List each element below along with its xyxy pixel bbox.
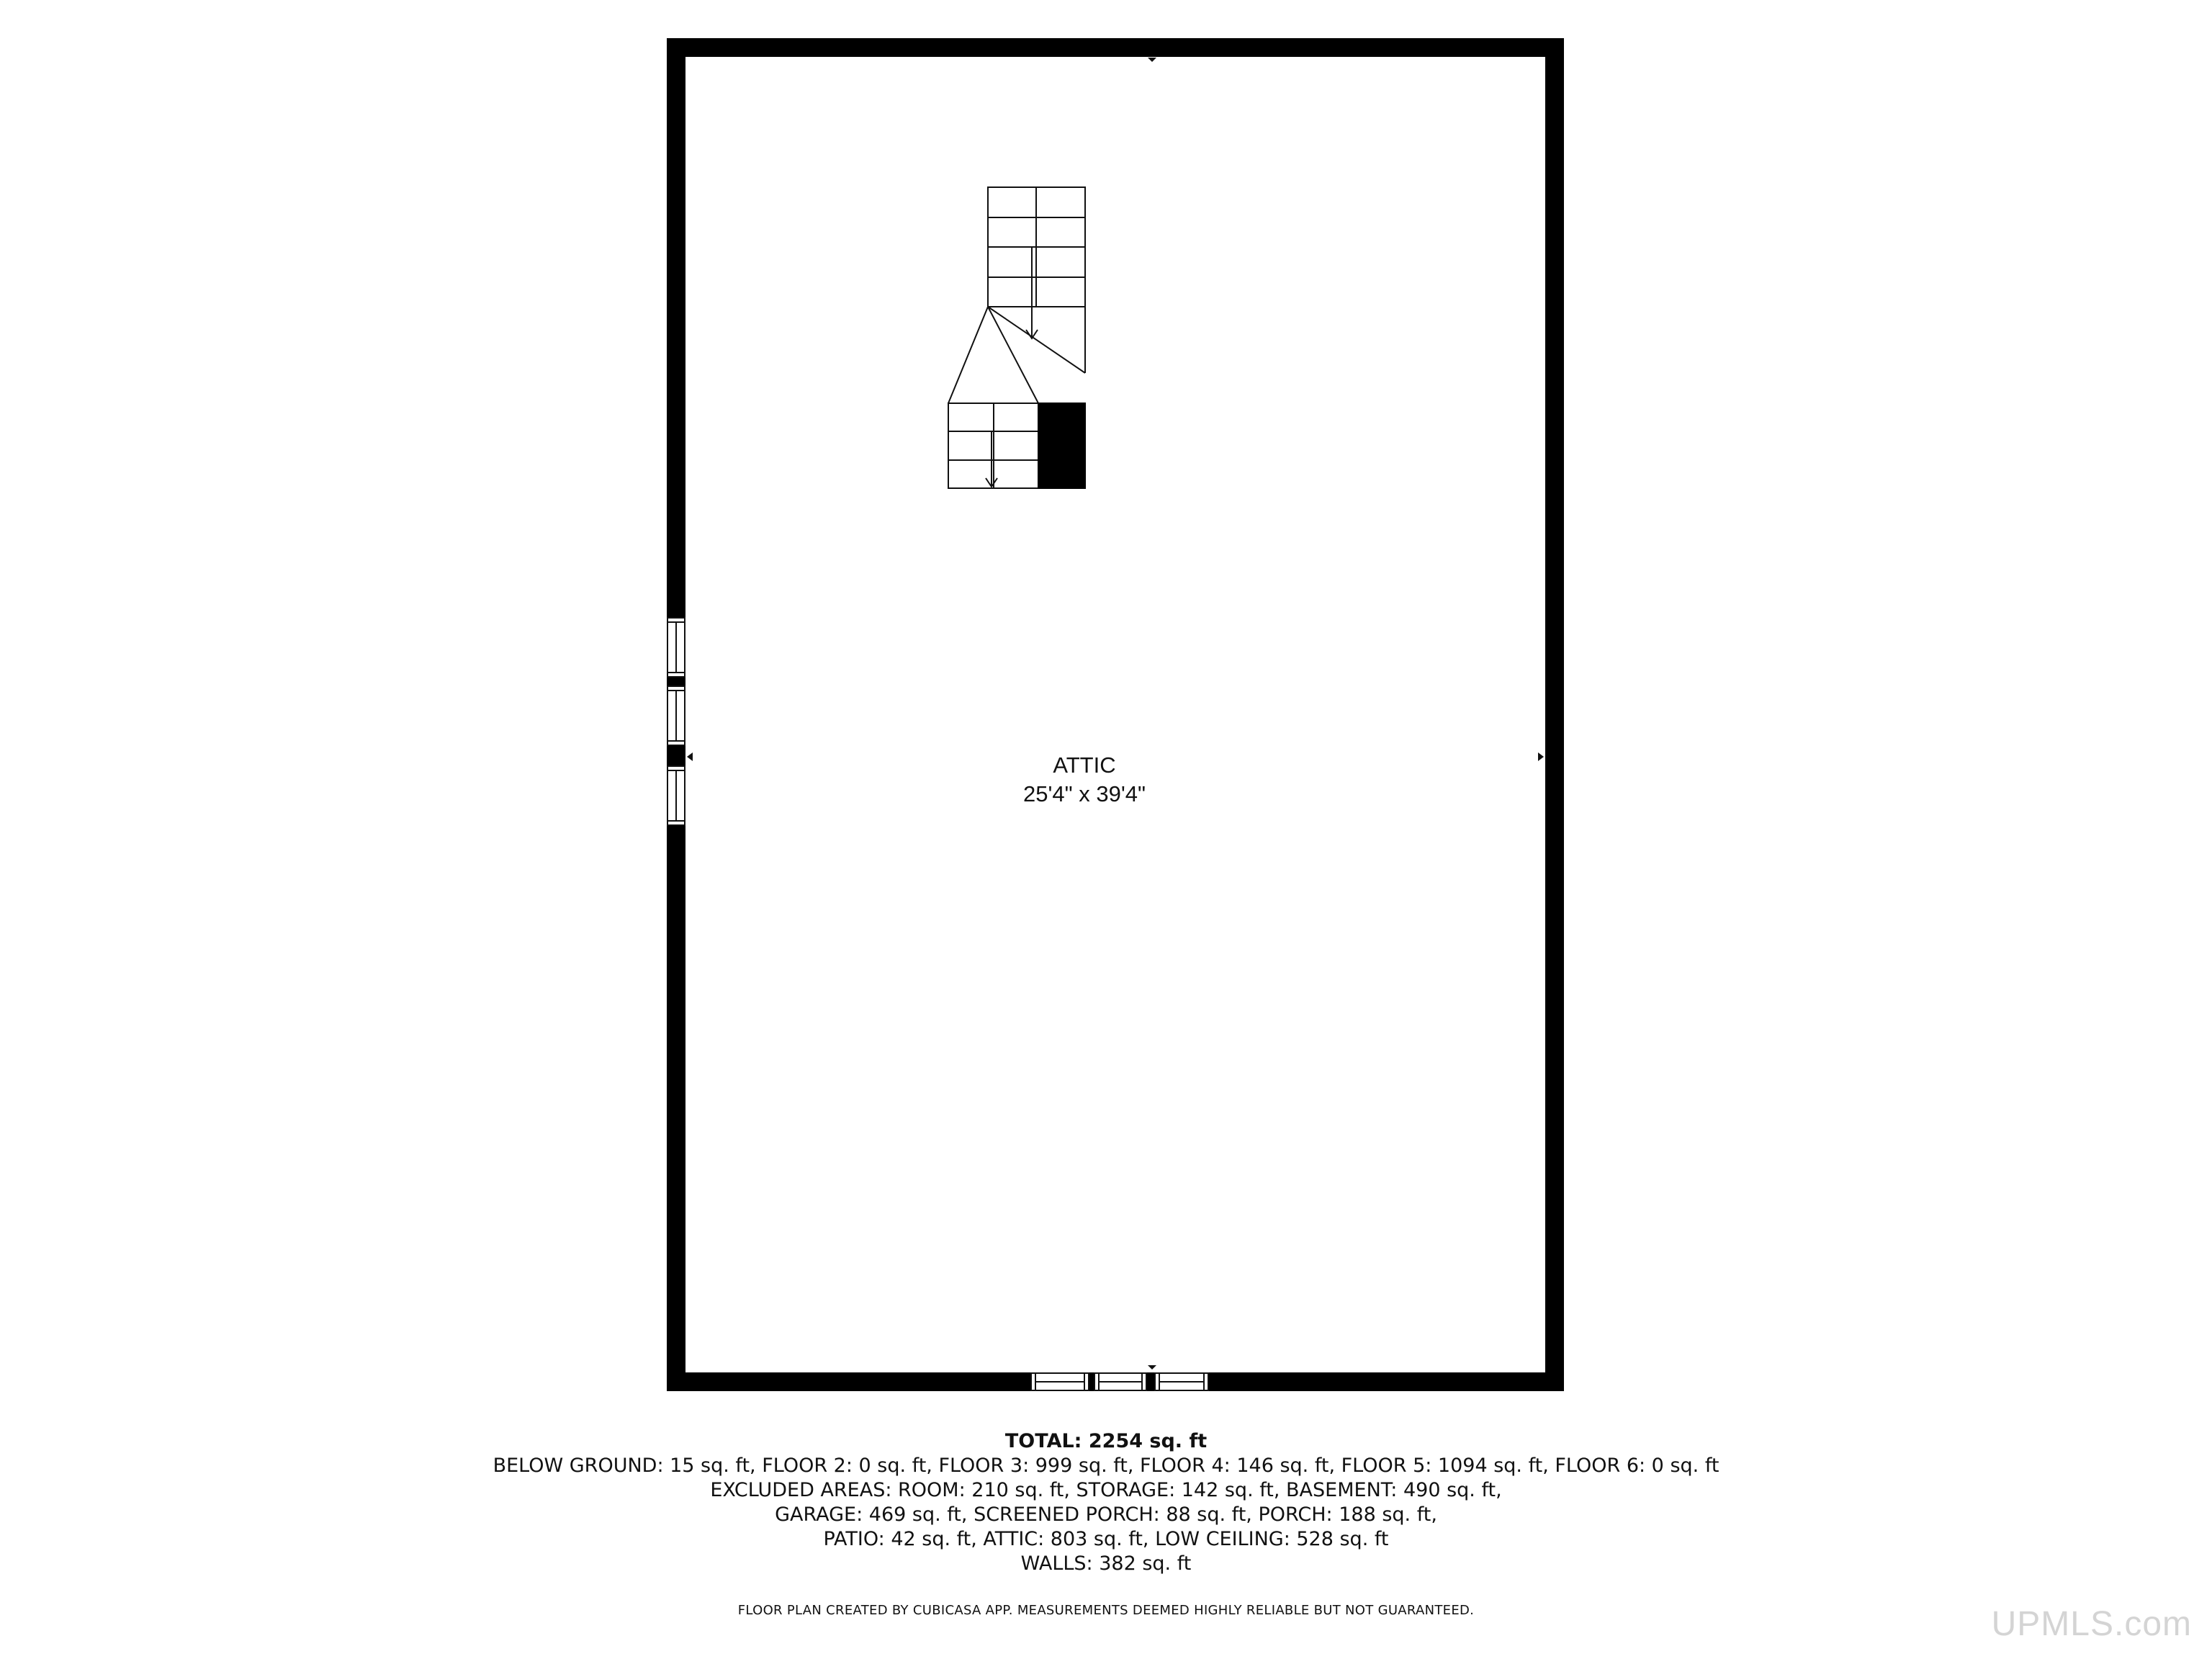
- area-summary: [0, 1429, 2212, 1576]
- window-icon: [1155, 1373, 1208, 1390]
- window-icon: [667, 766, 685, 825]
- wall-markers: [687, 58, 1544, 1370]
- left-wall-marker: [687, 752, 693, 761]
- room-dimensions: 25'4" x 39'4": [1022, 781, 1146, 806]
- bottom-wall-windows: [1031, 1373, 1208, 1390]
- right-wall-marker: [1538, 752, 1544, 761]
- disclaimer: FLOOR PLAN CREATED BY CUBICASA APP. MEASUREMENTS DEEMED HIGHLY RELIABLE BUT NOT GUARANTEED.: [737, 1603, 1475, 1618]
- room-name: ATTIC: [1053, 752, 1116, 778]
- exterior-walls: [676, 48, 1555, 1382]
- window-icon: [1031, 1373, 1089, 1390]
- excluded-areas: EXCLUDED AREAS: ROOM: 210 sq. ft, STORAGE: 142 sq. ft, BASEMENT: 490 sq. ft,: [710, 1479, 1502, 1501]
- excluded-areas-continued: GARAGE: 469 sq. ft, SCREENED PORCH: 88 sq. ft, PORCH: 188 sq. ft,: [775, 1503, 1437, 1526]
- staircase-icon: [948, 187, 1085, 488]
- window-icon: [667, 686, 685, 745]
- watermark: UPMLS.com: [1991, 1605, 2192, 1643]
- walls-area: WALLS: 382 sq. ft: [1020, 1552, 1192, 1575]
- total-area: TOTAL: 2254 sq. ft: [1004, 1430, 1208, 1452]
- down-arrow-icon: [986, 431, 997, 487]
- window-icon: [1094, 1373, 1146, 1390]
- floor-areas: BELOW GROUND: 15 sq. ft, FLOOR 2: 0 sq. ft, FLOOR 3: 999 sq. ft, FLOOR 4: 146 sq. ft, FLOOR 5: 1094 sq. ft, FLOOR 6: 0 sq. ft: [493, 1455, 1719, 1477]
- wall-frame: [676, 48, 1555, 1382]
- window-icon: [667, 618, 685, 677]
- left-wall-windows: [667, 618, 685, 825]
- bottom-wall-marker: [1148, 1365, 1156, 1370]
- top-wall-marker: [1148, 58, 1156, 62]
- excluded-areas-continued: PATIO: 42 sq. ft, ATTIC: 803 sq. ft, LOW CEILING: 528 sq. ft: [823, 1528, 1389, 1550]
